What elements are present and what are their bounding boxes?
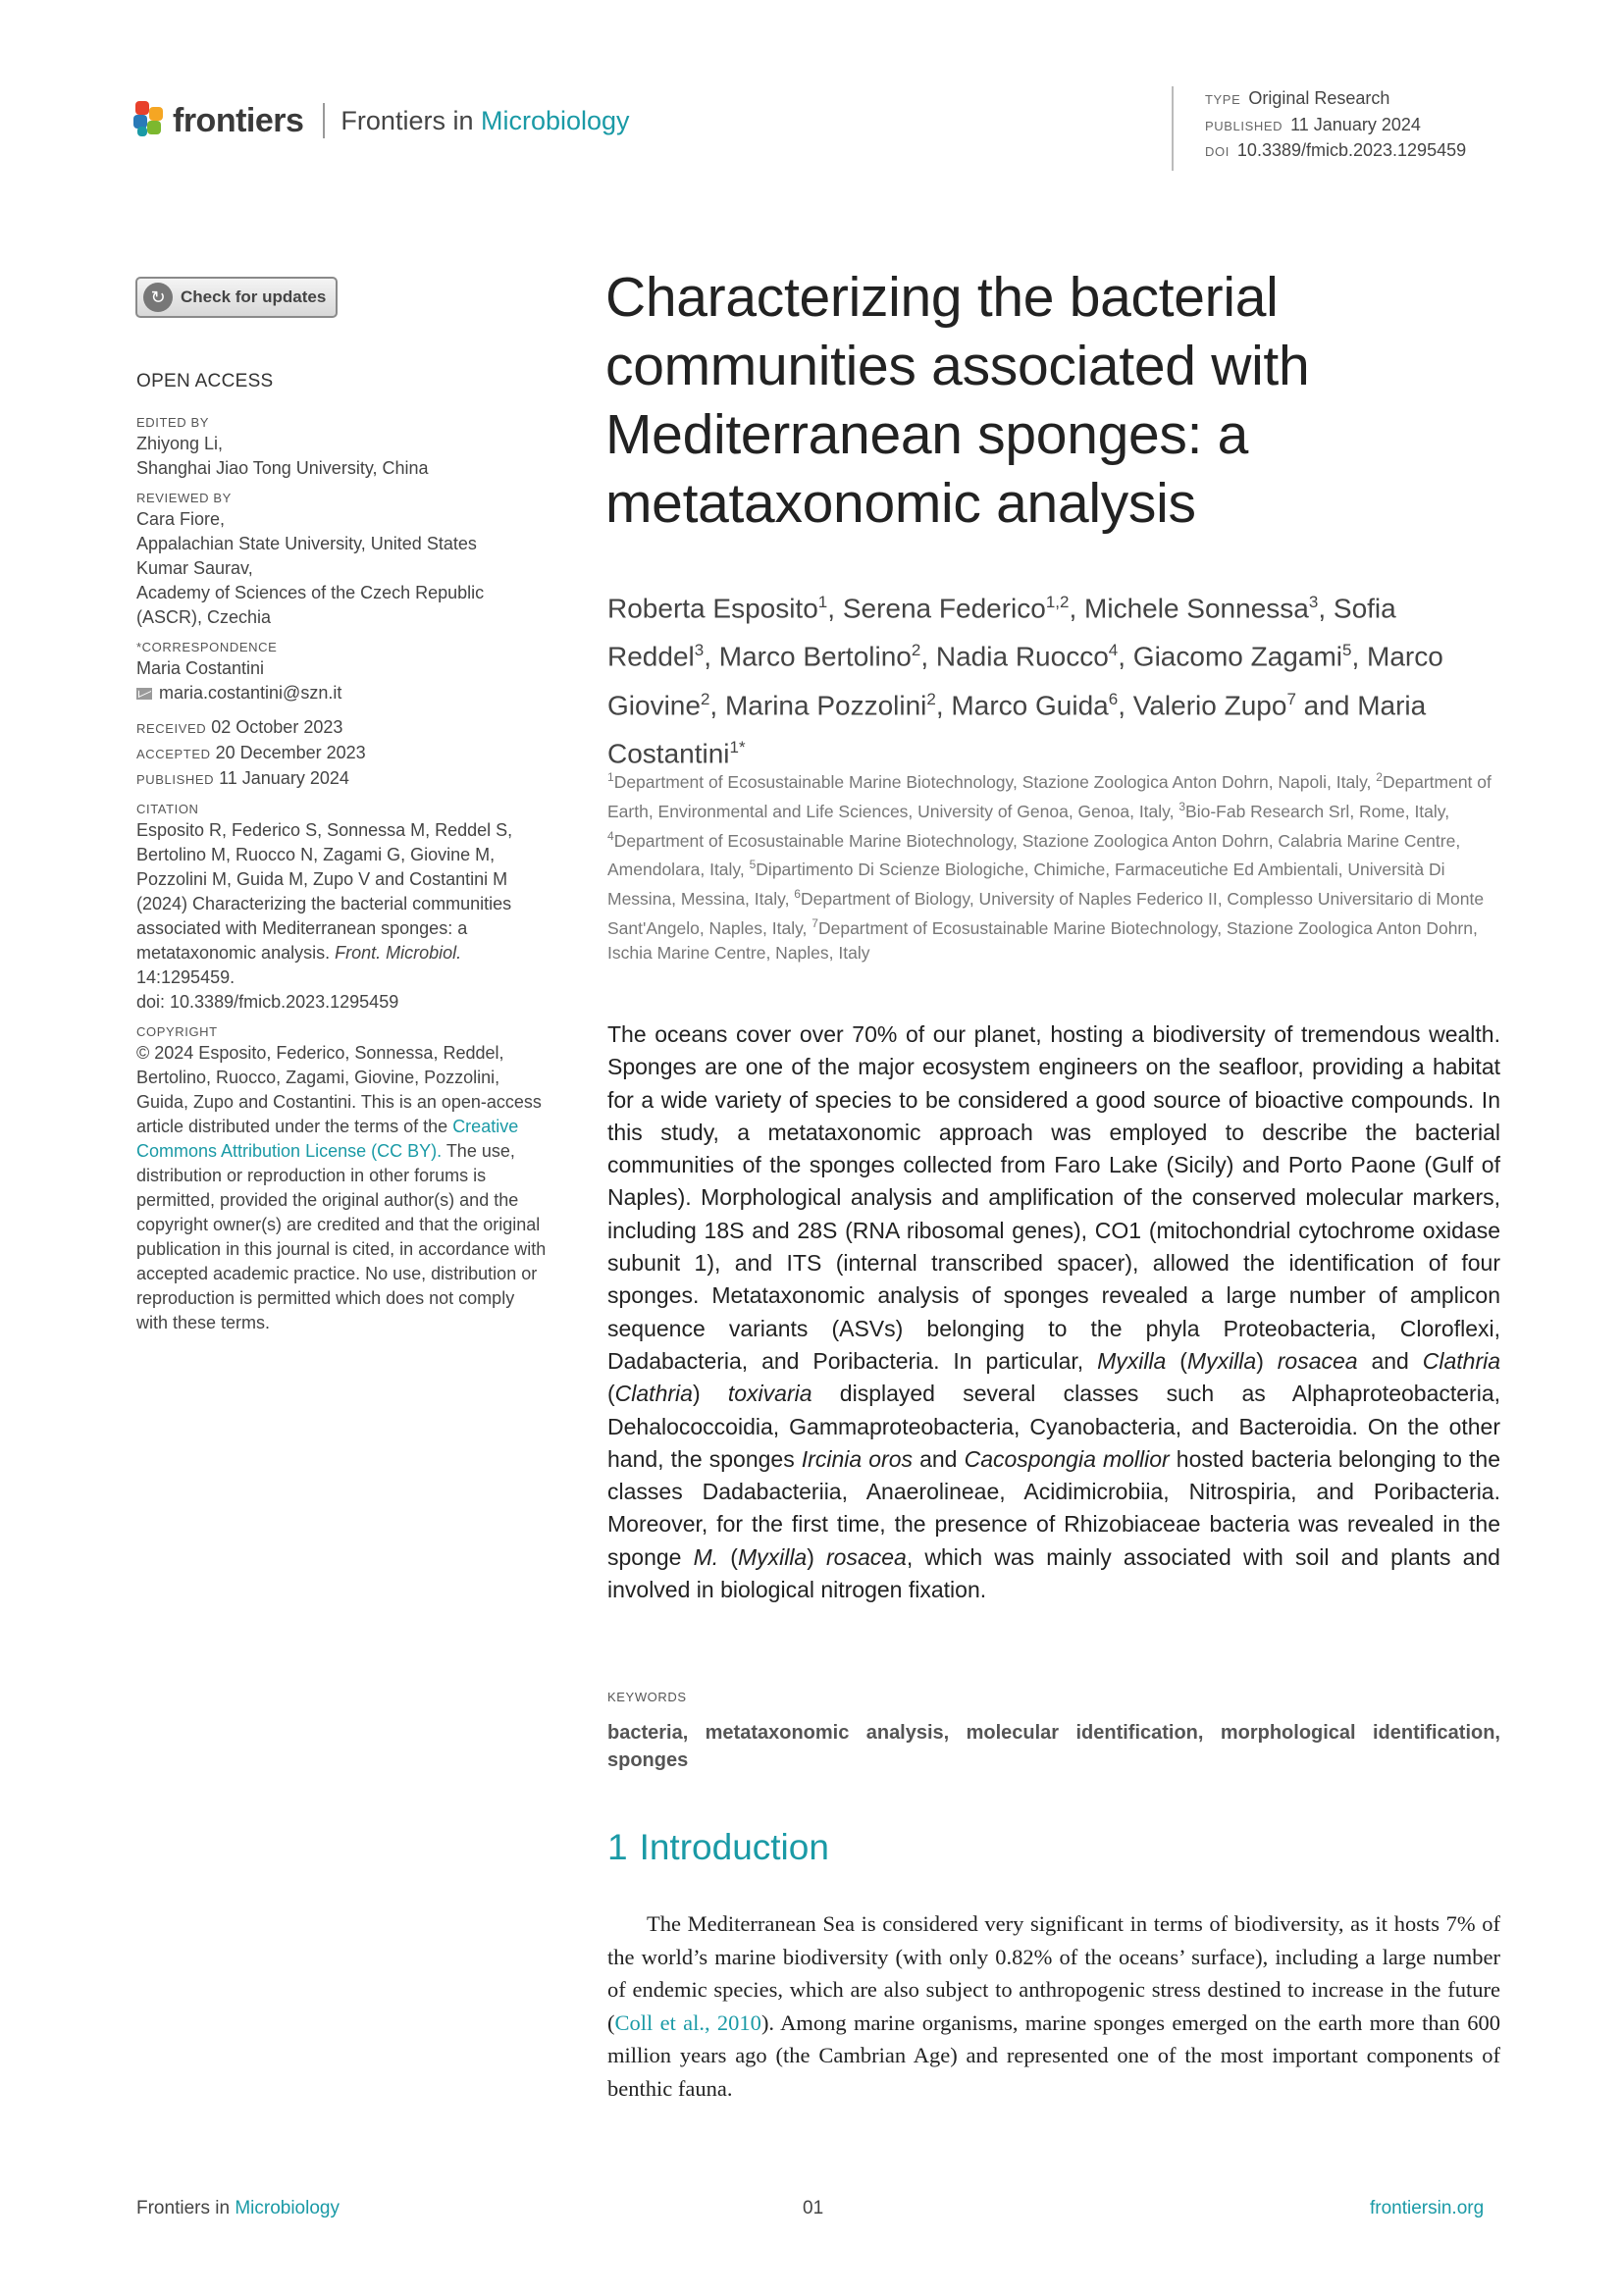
affiliation-number: 3 (1178, 799, 1186, 813)
abstract-text: ( (1166, 1347, 1187, 1374)
author-separator: and (1295, 689, 1358, 720)
affiliation-number: 2 (1376, 770, 1383, 784)
affiliation-text: Bio-Fab Research Srl, Rome, Italy, (1185, 801, 1450, 821)
author-affiliation-marker: 2 (700, 689, 710, 708)
dates-block: RECEIVED 02 October 2023 ACCEPTED 20 December 2023 PUBLISHED 11 January 2024 (136, 717, 366, 788)
footer-site-link[interactable]: frontiersin.org (1370, 2198, 1485, 2218)
correspondence-block: *CORRESPONDENCE Maria Costantini maria.costantini@szn.it (136, 640, 549, 705)
reviewed-by-block: REVIEWED BY Cara Fiore, Appalachian State University, United States Kumar Saurav, Academy of Sciences of the Czech Republic (ASCR), Czechia (136, 491, 485, 627)
affiliation-text: Department of Earth, Environmental and Life Sciences, University of Genoa, Genoa, Italy, (607, 771, 1492, 821)
abstract-taxon: rosacea (1277, 1347, 1358, 1374)
introduction-paragraph: The Mediterranean Sea is considered very significant in terms of biodiversity, as it hosts 7% of the world’s marine biodiversity (with only 0.82% of the oceans’ surface), including a large number of endemic species, which are also subject to anthropogenic stress destined to increase in the future (Coll et al., 2010). Among marine organisms, marine sponges emerged on the earth more than 600 million years ago (the Cambrian Age) and represented one of the most important components of benthic fauna. (607, 1911, 1500, 2101)
abstract-taxon: Cacospongia mollior (964, 1445, 1170, 1472)
abstract-text: displayed several classes such as Alphaproteobacteria, Dehalococcoidia, Gammaproteobacteria, Cyanobacteria, and Bacteroidia. On the other hand, the sponges (607, 1381, 1500, 1472)
author-separator: , (935, 689, 952, 720)
edited-by-block: EDITED BY Zhiyong Li, Shanghai Jiao Tong University, China (136, 415, 429, 478)
author-name: Nadia Ruocco (935, 641, 1109, 672)
affiliation-text: Department of Biology, University of Naples Federico II, Complesso Universitario di Monte Sant'Angelo, Naples, Italy, (607, 889, 1485, 938)
author-separator: , (827, 593, 843, 624)
affiliation-number: 7 (812, 916, 818, 931)
article-meta (1172, 86, 1466, 171)
check-updates-icon: ↻ (143, 283, 173, 312)
abstract-taxon: Myxilla (1186, 1347, 1257, 1374)
abstract-taxon: Clathria (1422, 1347, 1501, 1374)
affiliation-text: Department of Ecosustainable Marine Biotechnology, Stazione Zoologica Anton Dohrn, Napoli, Italy, (613, 771, 1377, 792)
abstract-text: The oceans cover over 70% of our planet, hosting a biodiversity of tremendous wealth. Sponges are one of the major ecosystem engineers on the seafloor, providing a habitat for a wide variety of species to be considered a good source of bioactive compounds. In this study, a metataxonomic approach was employed to describe the bacterial communities of the sponges collected from Faro Lake (Sicily) and Porto Paone (Gulf of Naples). Morphological analysis and amplification of the conserved molecular markers, including 18S and 28S (RNA ribosomal genes), CO1 (mitochondrial cytochrome oxidase subunit 1), and ITS (internal transcribed spacer), allowed the identification of four sponges. Metataxonomic analysis of sponges revealed a large number of amplicon sequence variants (ASVs) belonging to the phyla Proteobacteria, Cloroflexi, Dadabacteria, and Poribacteria. In particular, (607, 1021, 1500, 1374)
abstract-taxon: Myxilla (737, 1543, 808, 1570)
meta-type: TYPE Original Research (1205, 88, 1390, 108)
citation-link[interactable]: Coll et al., 2010 (614, 2009, 761, 2035)
abstract-text: , which was mainly associated with soil and plants and involved in biological nitrogen fixation. (607, 1543, 1500, 1603)
author-affiliation-marker: 5 (1341, 641, 1352, 660)
author-affiliation-marker: 4 (1108, 641, 1119, 660)
author-affiliation-marker: 2 (911, 641, 921, 660)
author-name: Marco Guida (951, 689, 1109, 720)
frontiers-logo[interactable] (133, 101, 630, 140)
section-heading-introduction: 1 Introduction (607, 1827, 829, 1867)
author-name: Maria Costantini (607, 689, 1427, 769)
abstract-text: ( (607, 1381, 615, 1407)
affiliation-number: 6 (794, 887, 801, 902)
author-affiliation-marker: 1* (729, 737, 746, 757)
author-separator: , (709, 689, 725, 720)
footer-journal: Frontiers in Microbiology (136, 2198, 340, 2218)
abstract-text: and (913, 1445, 965, 1472)
abstract-taxon: rosacea (826, 1543, 907, 1570)
affiliation-number: 4 (607, 828, 614, 843)
author-separator: , (1118, 641, 1133, 672)
author-affiliation-marker: 1,2 (1045, 593, 1070, 611)
sidebar-info (136, 369, 549, 1345)
cc-by-license-link[interactable]: Creative Commons Attribution License (CC BY). (136, 1117, 519, 1161)
affiliation-text: Dipartimento Di Scienze Biologiche, Chimiche, Farmaceutiche Ed Ambientali, Università Di Messina, Messina, Italy, (607, 860, 1445, 910)
abstract-taxon: Myxilla (1097, 1347, 1167, 1374)
author-separator: , (1318, 593, 1334, 624)
abstract-text: ) (807, 1543, 826, 1570)
keywords: bacteria, metataxonomic analysis, molecular identification, morphological identification, sponges (607, 1722, 1500, 1771)
abstract-text: ) (692, 1381, 728, 1407)
affiliation-text: Department of Ecosustainable Marine Biotechnology, Stazione Zoologica Anton Dohrn, Ischia Marine Centre, Naples, Italy (607, 917, 1478, 963)
author-name: Valerio Zupo (1132, 689, 1287, 720)
abstract-taxon: Ircinia oros (801, 1445, 913, 1472)
frontiers-logo-icon (133, 101, 169, 140)
author-separator: , (1069, 593, 1085, 624)
author-list (607, 581, 1491, 774)
author-affiliation-marker: 7 (1286, 689, 1296, 708)
abstract-taxon: toxivaria (727, 1381, 812, 1407)
meta-doi: DOI 10.3389/fmicb.2023.1295459 (1205, 140, 1467, 160)
abstract (607, 1018, 1500, 1606)
affiliations (607, 765, 1500, 965)
author-separator: , (704, 641, 719, 672)
author-affiliation-marker: 3 (1308, 593, 1319, 611)
abstract-text: ( (718, 1543, 738, 1570)
author-affiliation-marker: 1 (817, 593, 828, 611)
publisher-name: frontiers (173, 101, 304, 139)
abstract-text: hosted bacteria belonging to the classes Dadabacteriia, Anaerolineae, Acidimicrobiia, Nitrospiria, and Poribacteria. Moreover, for the first time, the presence of Rhizobiaceae bacteria was revealed in the sponge (607, 1445, 1500, 1570)
abstract-text: ) (1256, 1347, 1278, 1374)
abstract-text: and (1357, 1347, 1423, 1374)
author-separator: , (1118, 689, 1133, 720)
author-separator: , (1351, 641, 1368, 672)
open-access-label: OPEN ACCESS (136, 371, 274, 391)
author-name: Marina Pozzolini (724, 689, 927, 720)
check-for-updates-button[interactable] (135, 277, 338, 318)
article-title: Characterizing the bacterial communities associated with Mediterranean sponges: a metataxonomic analysis (605, 266, 1310, 535)
author-name: Sofia Reddel (607, 593, 1396, 672)
author-affiliation-marker: 2 (926, 689, 936, 708)
page-number: 01 (803, 2198, 824, 2218)
author-affiliation-marker: 3 (694, 641, 705, 660)
journal-name: Frontiers in Microbiology (340, 105, 630, 135)
author-name: Marco Giovine (607, 641, 1443, 720)
citation-block: CITATION Esposito R, Federico S, Sonnessa M, Reddel S, Bertolino M, Ruocco N, Zagami G, Giovine M, Pozzolini M, Guida M, Zupo V and Costantini M (2024) Characterizing the bacterial communities associated with Mediterranean sponges: a metataxonomic analysis. Front. Microbiol. 14:1295459. doi: 10.3389/fmicb.2023.1295459 (136, 802, 513, 1012)
author-separator: , (920, 641, 936, 672)
author-name: Marco Bertolino (718, 641, 912, 672)
logo-divider (323, 103, 325, 138)
author-name: Roberta Esposito (607, 593, 818, 624)
author-name: Giacomo Zagami (1132, 641, 1342, 672)
keywords-label: KEYWORDS (607, 1690, 687, 1704)
affiliation-text: Department of Ecosustainable Marine Biotechnology, Stazione Zoologica Anton Dohrn, Calabria Marine Centre, Amendolara, Italy, (607, 830, 1461, 880)
correspondence-email[interactable]: maria.costantini@szn.it (159, 683, 342, 703)
check-updates-label: Check for updates (181, 287, 327, 306)
copyright-block: COPYRIGHT © 2024 Esposito, Federico, Sonnessa, Reddel, Bertolino, Ruocco, Zagami, Giovine, Pozzolini, Guida, Zupo and Costantini. This is an open-access article distributed under the terms of the Creative Commons Attribution License (CC BY). The use, distribution or reproduction in other forums is permitted, provided the original author(s) and the copyright owner(s) are credited and that the original publication in this journal is cited, in accordance with accepted academic practice. No use, distribution or reproduction is permitted which does not comply with these terms. (136, 1024, 547, 1332)
email-icon (136, 688, 152, 700)
abstract-taxon: Clathria (614, 1381, 693, 1407)
affiliation-number: 5 (749, 858, 757, 872)
author-name: Michele Sonnessa (1084, 593, 1309, 624)
author-affiliation-marker: 6 (1108, 689, 1119, 708)
author-name: Serena Federico (842, 593, 1046, 624)
affiliation-number: 1 (607, 770, 614, 784)
abstract-taxon: M. (693, 1543, 719, 1570)
meta-published: PUBLISHED 11 January 2024 (1205, 114, 1421, 134)
